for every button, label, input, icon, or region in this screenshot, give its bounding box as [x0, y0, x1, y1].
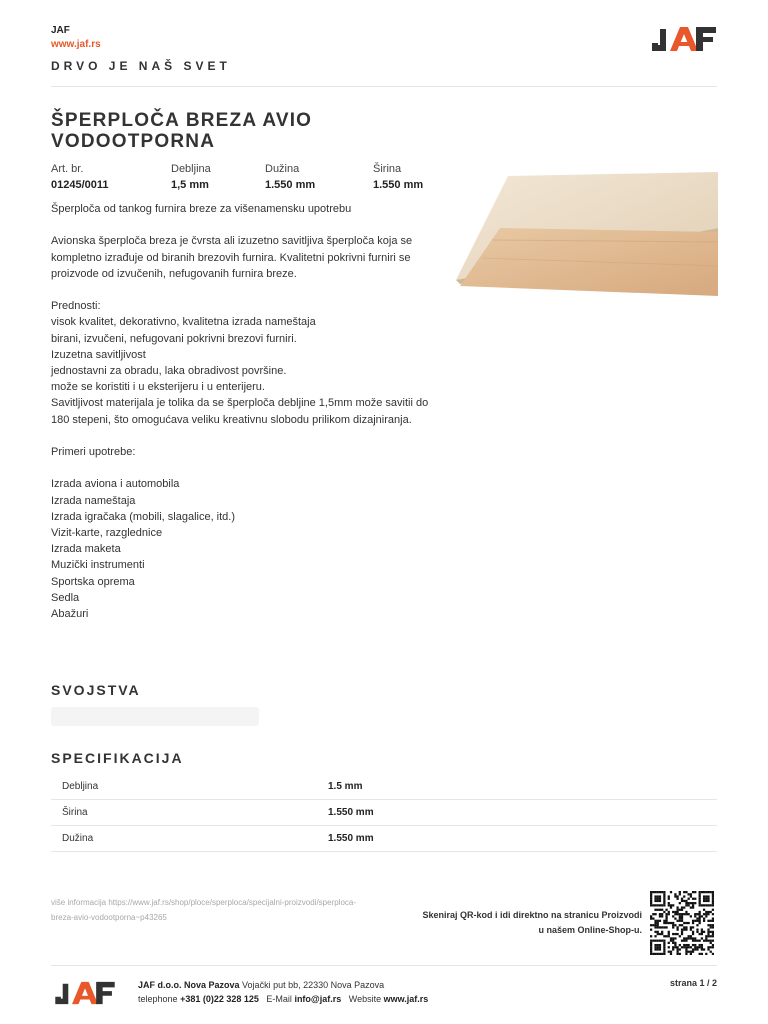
table-row	[51, 826, 717, 852]
attribute-label: Debljina	[171, 163, 211, 175]
attribute-thickness	[171, 161, 211, 193]
page-number: strana 1 / 2	[669, 978, 717, 988]
tagline: DRVO JE NAŠ SVET	[51, 59, 231, 73]
email-label: E-Mail	[266, 994, 292, 1004]
description-line: može se koristiti i u eksterijeru i u enterijeru.	[51, 381, 265, 394]
product-description	[51, 201, 431, 622]
attribute-value: 01245/0011	[51, 179, 109, 191]
qr-instructions-line: Skeniraj QR-kod i idi direktno na stranicu Proizvodi	[422, 910, 642, 920]
table-row	[51, 774, 717, 800]
description-line	[51, 282, 431, 298]
spec-value: 1.5 mm	[328, 781, 363, 792]
description-line: Izrada aviona i automobila	[51, 478, 180, 491]
jaf-logo-icon	[51, 980, 119, 1006]
attribute-value: 1,5 mm	[171, 179, 209, 191]
email-link[interactable]: info@jaf.rs	[294, 994, 342, 1004]
description-line: Izuzetna savitljivost	[51, 348, 146, 361]
jaf-logo-icon	[650, 25, 718, 53]
description-line	[51, 428, 431, 444]
header-website-link[interactable]: www.jaf.rs	[51, 39, 101, 50]
description-line: jednostavni za obradu, laka obradivost površine.	[51, 365, 287, 378]
product-image	[452, 170, 718, 298]
description-line: Šperploča od tankog furnira breze za višenamensku upotrebu	[51, 203, 352, 215]
product-title: ŠPERPLOČA BREZA AVIO VODOOTPORNA	[51, 110, 313, 152]
properties-box	[51, 707, 259, 726]
website-link[interactable]: www.jaf.rs	[383, 994, 429, 1004]
description-line: Vizit-karte, razglednice	[51, 527, 163, 540]
qr-instructions	[380, 908, 642, 938]
attribute-length	[265, 161, 315, 193]
description-line: Izrada igračaka (mobili, slagalice, itd.)	[51, 510, 236, 523]
company-name: JAF d.o.o. Nova Pazova	[138, 980, 240, 990]
description-line: Primeri upotrebe:	[51, 446, 136, 459]
attribute-value: 1.550 mm	[373, 179, 424, 191]
attribute-label: Dužina	[265, 163, 300, 175]
footer-divider	[51, 965, 717, 966]
description-line: Izrada nameštaja	[51, 494, 136, 507]
company-address: Vojački put bb, 22330 Nova Pazova	[242, 980, 385, 990]
description-line: Abažuri	[51, 608, 89, 621]
phone-label: telephone	[138, 994, 178, 1004]
spec-value: 1.550 mm	[328, 833, 374, 844]
qr-instructions-line: u našem Online-Shop-u.	[538, 925, 642, 935]
description-line: Muzički instrumenti	[51, 559, 145, 572]
attribute-article-number	[51, 161, 109, 193]
specification-table	[51, 774, 717, 852]
description-line: Avionska šperploča breza je čvrsta ali izuzetno savitljiva šperploča koja se kompletno izrađuje od biranih brezovih furnira. Kvalitetni pokrivni furniri se proizvode od izvučenih, nefugovanih furnira breze.	[51, 235, 413, 280]
phone-number[interactable]: +381 (0)22 328 125	[180, 994, 259, 1004]
more-info-link[interactable]: više informacija https://www.jaf.rs/shop/ploce/sperploca/specijalni-proizvodi/sperploca-breza-avio-vodootporna~p43265	[51, 898, 357, 922]
description-line: visok kvalitet, dekorativno, kvalitetna izrada nameštaja	[51, 316, 316, 329]
description-line: Sedla	[51, 591, 80, 604]
spec-key: Širina	[62, 807, 88, 818]
table-row	[51, 800, 717, 826]
brand-name: JAF	[51, 25, 70, 36]
attribute-label: Širina	[373, 163, 402, 175]
spec-key: Debljina	[62, 781, 99, 792]
description-line: Savitljivost materijala je tolika da se šperploča debljine 1,5mm može savitii do 180 stepeni, što omogućava veliku kreativnu slobodu prilikom dizajniranja.	[51, 397, 429, 426]
attribute-label: Art. br.	[51, 163, 84, 175]
attribute-width	[373, 161, 423, 193]
website-label: Website	[348, 994, 382, 1004]
specification-heading: SPECIFIKACIJA	[51, 750, 184, 766]
attribute-value: 1.550 mm	[265, 179, 316, 191]
spec-value: 1.550 mm	[328, 807, 374, 818]
description-line: Izrada maketa	[51, 543, 121, 556]
properties-heading: SVOJSTVA	[51, 682, 141, 698]
company-contact-line	[138, 992, 428, 1006]
description-line: birani, izvučeni, nefugovani pokrivni brezovi furniri.	[51, 332, 297, 345]
qr-code-icon[interactable]	[650, 891, 714, 955]
spec-key: Dužina	[62, 833, 94, 844]
header-divider	[51, 86, 717, 87]
company-info	[138, 978, 428, 1006]
description-line: Prednosti:	[51, 300, 101, 313]
description-line	[51, 460, 431, 476]
description-line: Sportska oprema	[51, 575, 135, 588]
company-address-line	[138, 978, 428, 992]
description-line	[51, 217, 431, 233]
